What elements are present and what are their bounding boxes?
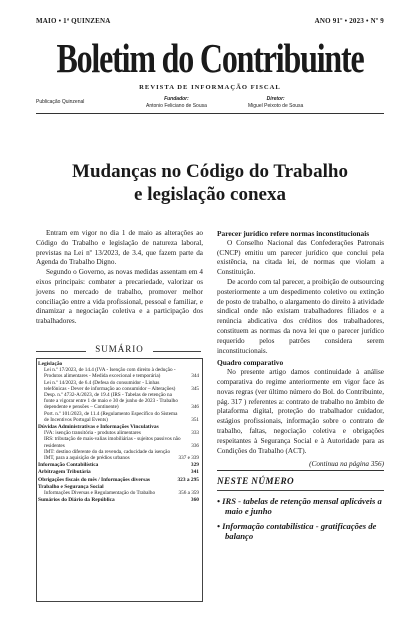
sumario-entry[interactable] — [38, 490, 199, 496]
sumario-entry-text: Dúvidas Administrativas e Informações Vinculativas — [38, 424, 159, 431]
sumario-entry-text: Arbitragem Tributária — [38, 469, 91, 476]
sumario-entry-page: 351 — [191, 416, 199, 423]
neste-numero-item[interactable]: • IRS - tabelas de retenção mensal aplicáveis a maio e junho — [217, 496, 382, 516]
director-label: Diretor: — [266, 96, 285, 102]
sumario-entry-page: 346 — [191, 404, 199, 411]
sumario-entry-text: Trabalho e Segurança Social — [38, 483, 104, 490]
sumario-entry-page: 360 — [190, 497, 199, 504]
issue-number: ANO 91º • 2023 • Nº 9 — [314, 17, 384, 25]
sumario-entry-page: 336 — [191, 442, 199, 449]
sumario-entry[interactable] — [38, 380, 199, 392]
sumario-entry[interactable] — [38, 469, 199, 475]
publication-label: Publicação Quinzenal — [36, 99, 85, 105]
section-heading: Parecer jurídico refere normas inconstitucionais — [217, 229, 370, 238]
article-paragraph: De acordo com tal parecer, a proibição de outsourcing posteriormente a um despedimento coletivo ou extinção de posto de trabalho, o alargamento do direito à atividade sindical onde não existam trabalhadores filiados e a renúncia abdicativa dos créditos dos trabalhadores, constituem as normas da nova lei que o parecer jurídico requerido pelos patrões considera serem inconstitucionais. — [217, 277, 384, 355]
sumario-entry-text: Legislação — [38, 361, 63, 367]
sumario-entry[interactable] — [38, 449, 199, 461]
sumario-entry[interactable] — [38, 436, 199, 448]
sumario-entry-page: 333 — [191, 430, 199, 437]
neste-rule-bottom — [217, 490, 384, 491]
article-paragraph: No presente artigo damos continuidade à análise comparativa do regime anteriormente em vigor face às novas regras (ver último número do Bol. do Contribuinte, pág. 317 ) referentes a: contrato de trabalho no âmbito de plataforma digital, proteção do trabalhador cuidador, estágios profissionais, informação sobre o contrato de trabalho, faltas, negociação coletiva e obrigações respeitantes à Segurança Social e à Autoridade para as Condições do Trabalho (ACT). — [217, 368, 384, 455]
publication-frequency — [36, 99, 84, 106]
article-paragraph: Segundo o Governo, as novas medidas assentam em 4 eixos principais: combater a precariedade, valorizar os jovens no mercado de trabalho, promover melhor conciliação entre a vida profissional, pessoal e familiar, e dinamizar a negociação coletiva e a participação dos trabalhadores. — [36, 268, 203, 326]
sumario-entry-text: Informação Contabilística — [38, 462, 99, 469]
masthead-rule — [36, 113, 384, 114]
sumario-entry[interactable] — [38, 367, 199, 379]
sumario-entry-text: Sumários do Diário da República — [38, 497, 115, 504]
sumario-entry-text: Obrigações fiscais do mês / Informações diversas — [38, 476, 150, 483]
sumario-entry-text: IVA: isenção transitória - produtos alimentares — [44, 430, 141, 437]
sumario-entry-text: Lei n.º 14/2023, de 6.4 (Defesa do consumidor - Linhas telefónicas - Dever de informação ao consumidor – Alterações) — [44, 379, 176, 392]
sumario-entry[interactable] — [38, 477, 199, 483]
sumario-entry-page: 337 e 339 — [178, 455, 199, 462]
director-name: Miguel Peixoto de Sousa — [248, 103, 304, 109]
neste-numero-item[interactable]: • Informação contabilística - gratificações de balanço — [217, 521, 377, 541]
issue-date: MAIO • 1ª QUINZENA — [36, 17, 111, 25]
sumario-entry-text: Port. n.º 101/2023, de 11.4 (Regulamento Específico do Sistema de Incentivos Portugal Events) — [44, 410, 178, 423]
sumario-entry-page: 356 a 359 — [178, 490, 199, 497]
headline-line-1: Mudanças no Código do Trabalho — [72, 161, 348, 182]
founder-block — [146, 96, 207, 110]
sumario-entry-page: 341 — [190, 469, 199, 476]
article-paragraph: Entram em vigor no dia 1 de maio as alterações ao Código do Trabalho e legislação de natureza laboral, previstas na Lei nº 13/2023, de 3.4, que fazem parte da Agenda do Trabalho Digno. — [36, 229, 203, 267]
sumario-entry-page: 329 — [190, 462, 199, 469]
sumario-entry-text: Desp. n.º 4732-A/2023, de 19.4 (IRS - Tabelas de retenção na fonte a vigorar entre 1 de maio e 30 de junho de 2023 - Trabalho dependente e pensões – Continente) — [44, 392, 178, 411]
director-block — [248, 96, 303, 110]
article-left-column — [36, 229, 203, 327]
magazine-subtitle: REVISTA DE INFORMAÇÃO FISCAL — [139, 84, 281, 91]
neste-numero-title: NESTE NÚMERO — [217, 476, 295, 486]
neste-numero-list — [217, 496, 384, 546]
sumario-entry-text: IMT: destino diferente do da revenda, caducidade da isenção IMT, para a aquisição de prédios urbanos — [44, 448, 171, 462]
headline-line-2: e legislação conexa — [134, 184, 286, 205]
sumario-entry-text: Lei n.º 17/2023, de 14.4 (IVA - Isenção com direito à dedução - Produtos alimentares - Medida excecional e temporária) — [44, 367, 176, 380]
sumario-title: SUMÁRIO — [95, 344, 144, 354]
sumario-entry[interactable] — [38, 411, 199, 423]
sumario-entry-page: 323 a 295 — [177, 476, 199, 483]
neste-rule-top — [217, 470, 384, 471]
founder-name: Antonio Feliciano de Sousa — [146, 103, 207, 109]
section-heading: Quadro comparativo — [217, 358, 284, 368]
sumario-entry-page: 345 — [191, 385, 199, 392]
sumario-list — [38, 361, 199, 503]
founder-label: Fundador: — [164, 96, 189, 102]
article-right-column — [217, 229, 384, 470]
sumario-entry[interactable] — [38, 462, 199, 468]
sumario-entry-page: 344 — [191, 373, 199, 380]
sumario-entry-text: Informações Diversas e Regulamentação do Trabalho — [44, 490, 156, 497]
sumario-entry-text: IRS: tributação de mais-valias imobiliárias - sujeitos passivos não residentes — [44, 436, 181, 449]
sumario-entry[interactable] — [38, 497, 199, 503]
magazine-title: Boletim do Contribuinte — [56, 35, 364, 81]
continued-note: (Continua na página 356) — [309, 460, 384, 469]
article-paragraph: O Conselho Nacional das Confederações Patronais (CNCP) emitiu um parecer jurídico que conclui pela existência, na citada lei, de normas que violam a Constituição. — [217, 238, 384, 277]
sumario-entry[interactable] — [38, 392, 199, 411]
article-headline — [0, 160, 420, 206]
